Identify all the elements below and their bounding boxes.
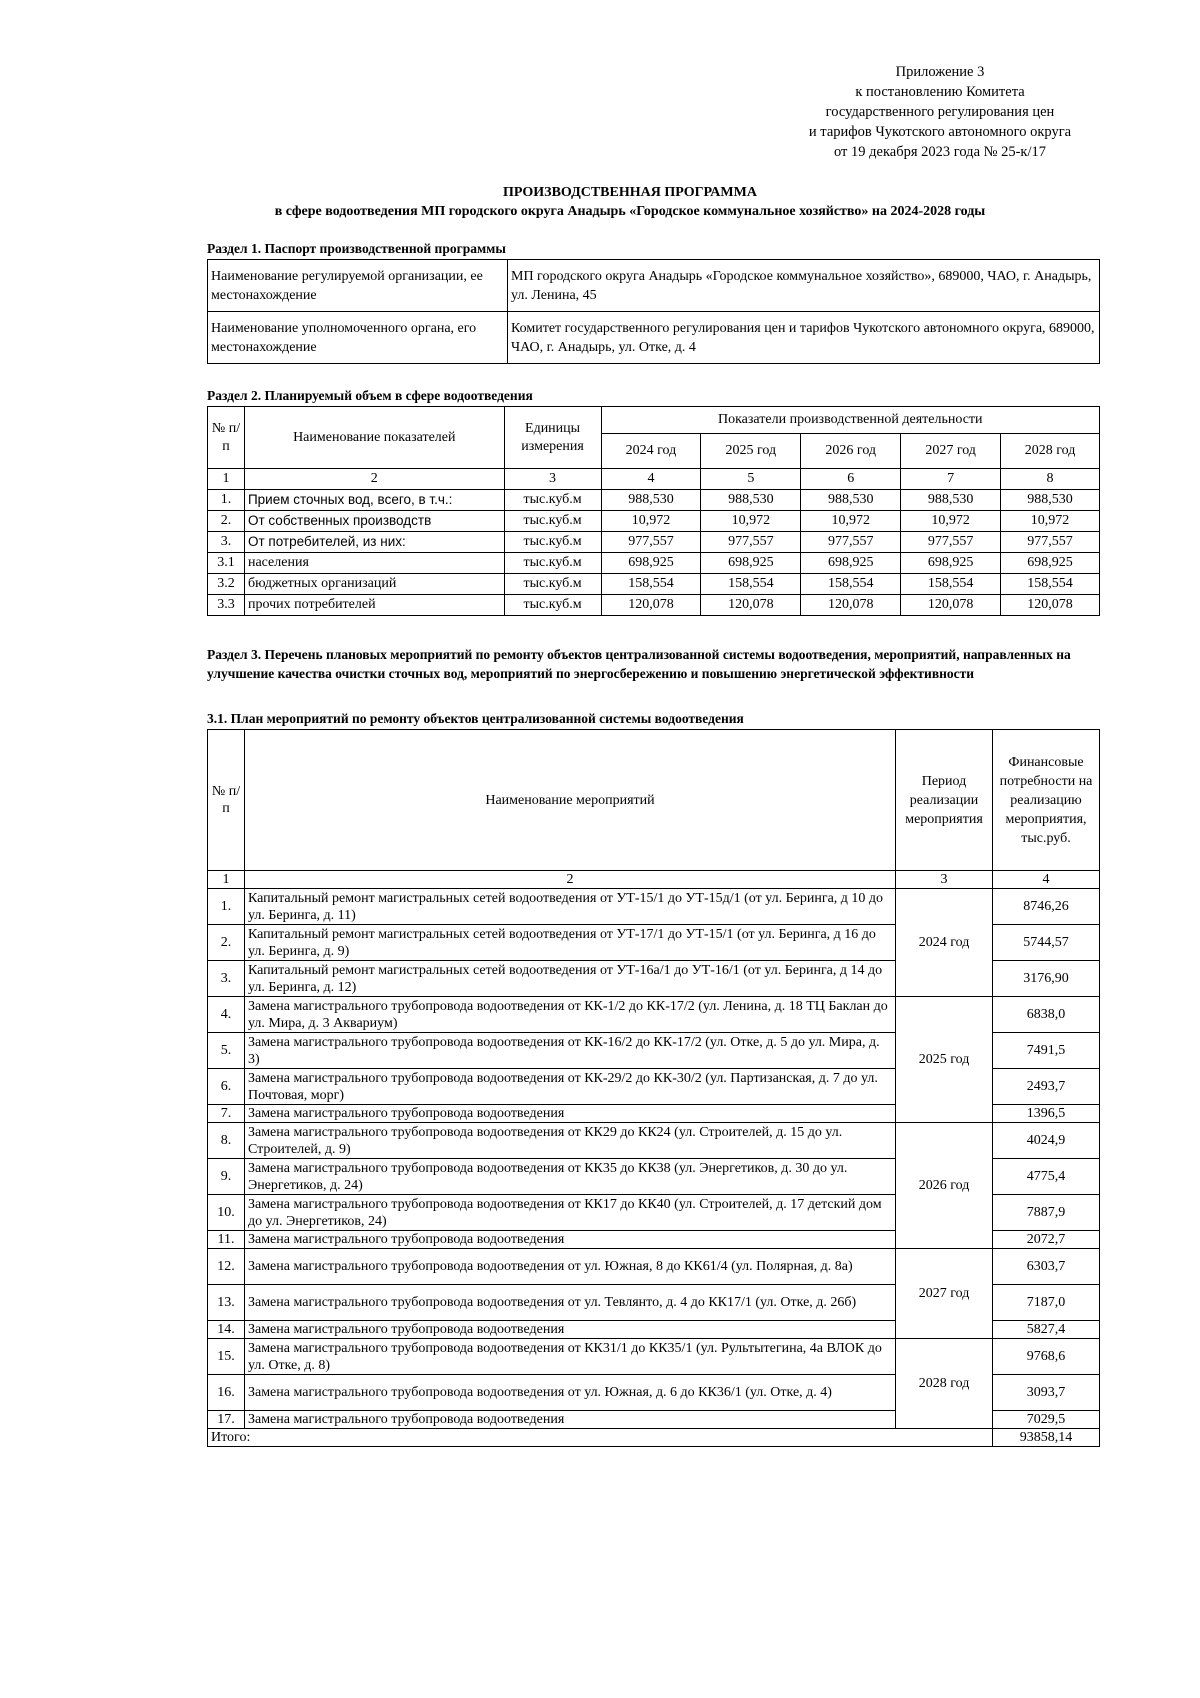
- indicator-name: бюджетных организаций: [244, 574, 504, 595]
- value-cell: 977,557: [701, 532, 801, 553]
- header-year: 2027 год: [901, 434, 1001, 469]
- value-cell: 977,557: [901, 532, 1001, 553]
- amount-cell: 9768,6: [993, 1339, 1100, 1375]
- unit-cell: тыс.куб.м: [504, 532, 601, 553]
- row-num: 3.3: [208, 595, 245, 616]
- appendix-line: от 19 декабря 2023 года № 25-к/17: [834, 144, 1046, 160]
- measure-name: Замена магистрального трубопровода водоотведения от КК31/1 до КК35/1 (ул. Рультытегина, 4а ВЛОК до ул. Отке, д. 8): [244, 1339, 895, 1375]
- unit-cell: тыс.куб.м: [504, 490, 601, 511]
- header-unit: Единицы измерения: [504, 407, 601, 469]
- total-value: 93858,14: [993, 1429, 1100, 1447]
- value-cell: 120,078: [701, 595, 801, 616]
- value-cell: 988,530: [801, 490, 901, 511]
- appendix-block: [780, 62, 1100, 162]
- header-finance: Финансовые потребности на реализацию мероприятия, тыс.руб.: [993, 730, 1100, 871]
- unit-cell: тыс.куб.м: [504, 553, 601, 574]
- value-cell: 988,530: [901, 490, 1001, 511]
- passport-value: МП городского округа Анадырь «Городское коммунальное хозяйство», 689000, ЧАО, г. Анадырь, ул. Ленина, 45: [508, 260, 1100, 312]
- col-number: 1: [208, 871, 245, 889]
- document-title-block: [200, 183, 1060, 221]
- row-num: 9.: [208, 1159, 245, 1195]
- row-num: 11.: [208, 1231, 245, 1249]
- value-cell: 158,554: [701, 574, 801, 595]
- row-num: 3.: [208, 532, 245, 553]
- table-row: [208, 889, 1100, 925]
- row-num: 13.: [208, 1285, 245, 1321]
- measure-name: Замена магистрального трубопровода водоотведения от КК17 до КК40 (ул. Строителей, д. 17 детский дом до ул. Энергетиков, 24): [244, 1195, 895, 1231]
- col-number: 4: [601, 469, 701, 490]
- measure-name: Замена магистрального трубопровода водоотведения: [244, 1321, 895, 1339]
- row-num: 12.: [208, 1249, 245, 1285]
- value-cell: 698,925: [901, 553, 1001, 574]
- row-num: 14.: [208, 1321, 245, 1339]
- section2-title: Раздел 2. Планируемый объем в сфере водоотведения: [207, 388, 533, 403]
- row-num: 2.: [208, 511, 245, 532]
- column-number-row: [208, 469, 1100, 490]
- col-number: 1: [208, 469, 245, 490]
- row-num: 1.: [208, 889, 245, 925]
- appendix-line: Приложение 3: [895, 64, 985, 80]
- header-year: 2026 год: [801, 434, 901, 469]
- passport-label: Наименование уполномоченного органа, его местонахождение: [208, 312, 508, 364]
- col-number: 8: [1001, 469, 1100, 490]
- value-cell: 977,557: [601, 532, 701, 553]
- appendix-line: к постановлению Комитета: [855, 84, 1025, 100]
- value-cell: 158,554: [601, 574, 701, 595]
- document-subtitle: в сфере водоотведения МП городского округа Анадырь «Городское коммунальное хозяйство» на 2024-2028 годы: [274, 204, 986, 219]
- period-cell: 2025 год: [896, 997, 993, 1123]
- table-row: [208, 574, 1100, 595]
- header-year: 2028 год: [1001, 434, 1100, 469]
- value-cell: 977,557: [801, 532, 901, 553]
- amount-cell: 7029,5: [993, 1411, 1100, 1429]
- measure-name: Капитальный ремонт магистральных сетей водоотведения от УТ-15/1 до УТ-15д/1 (от ул. Беринга, д 10 до ул. Беринга, д. 11): [244, 889, 895, 925]
- value-cell: 120,078: [1001, 595, 1100, 616]
- section1-title: Раздел 1. Паспорт производственной программы: [207, 241, 506, 256]
- value-cell: 698,925: [701, 553, 801, 574]
- table-row: [208, 260, 1100, 312]
- indicator-name: От собственных производств: [244, 511, 504, 532]
- appendix-line: государственного регулирования цен: [825, 104, 1055, 120]
- passport-value: Комитет государственного регулирования цен и тарифов Чукотского автономного округа, 689000, ЧАО, г. Анадырь, ул. Отке, д. 4: [508, 312, 1100, 364]
- measure-name: Замена магистрального трубопровода водоотведения от ул. Южная, д. 6 до КК36/1 (ул. Отке, д. 4): [244, 1375, 895, 1411]
- col-number: 2: [244, 469, 504, 490]
- indicator-name: населения: [244, 553, 504, 574]
- measure-name: Замена магистрального трубопровода водоотведения от КК-16/2 до КК-17/2 (ул. Отке, д. 5 до ул. Мира, д. 3): [244, 1033, 895, 1069]
- row-num: 2.: [208, 925, 245, 961]
- col-number: 7: [901, 469, 1001, 490]
- table-row: [208, 1123, 1100, 1159]
- volume-table-body: [208, 490, 1100, 616]
- total-row: [208, 1429, 1100, 1447]
- amount-cell: 7491,5: [993, 1033, 1100, 1069]
- col-number: 2: [244, 871, 895, 889]
- measure-name: Замена магистрального трубопровода водоотведения: [244, 1105, 895, 1123]
- amount-cell: 7887,9: [993, 1195, 1100, 1231]
- row-num: 8.: [208, 1123, 245, 1159]
- table-row: [208, 312, 1100, 364]
- amount-cell: 4775,4: [993, 1159, 1100, 1195]
- value-cell: 698,925: [801, 553, 901, 574]
- indicator-name: прочих потребителей: [244, 595, 504, 616]
- header-group: Показатели производственной деятельности: [601, 407, 1099, 434]
- col-number: 6: [801, 469, 901, 490]
- value-cell: 10,972: [901, 511, 1001, 532]
- amount-cell: 1396,5: [993, 1105, 1100, 1123]
- amount-cell: 7187,0: [993, 1285, 1100, 1321]
- amount-cell: 3176,90: [993, 961, 1100, 997]
- passport-label: Наименование регулируемой организации, ее местонахождение: [208, 260, 508, 312]
- plan-table-body: [208, 889, 1100, 1429]
- table-row: [208, 490, 1100, 511]
- table-row: [208, 595, 1100, 616]
- measure-name: Замена магистрального трубопровода водоотведения от ул. Южная, 8 до КК61/4 (ул. Полярная, д. 8а): [244, 1249, 895, 1285]
- row-num: 4.: [208, 997, 245, 1033]
- table-row: [208, 553, 1100, 574]
- value-cell: 10,972: [1001, 511, 1100, 532]
- measure-name: Замена магистрального трубопровода водоотведения: [244, 1231, 895, 1249]
- table-row: [208, 1339, 1100, 1375]
- value-cell: 977,557: [1001, 532, 1100, 553]
- table-row: [208, 511, 1100, 532]
- measure-name: Замена магистрального трубопровода водоотведения от ул. Тевлянто, д. 4 до КК17/1 (ул. Отке, д. 26б): [244, 1285, 895, 1321]
- header-year: 2024 год: [601, 434, 701, 469]
- column-number-row: [208, 871, 1100, 889]
- measure-name: Замена магистрального трубопровода водоотведения: [244, 1411, 895, 1429]
- col-number: 5: [701, 469, 801, 490]
- value-cell: 120,078: [801, 595, 901, 616]
- header-num: № п/п: [208, 407, 245, 469]
- row-num: 3.1: [208, 553, 245, 574]
- header-num: № п/п: [208, 730, 245, 871]
- amount-cell: 4024,9: [993, 1123, 1100, 1159]
- value-cell: 988,530: [601, 490, 701, 511]
- plan-table: [207, 729, 1100, 1447]
- section3-title: Раздел 3. Перечень плановых мероприятий по ремонту объектов централизованной системы водоотведения, мероприятий, направленных на улучшение качества очистки сточных вод, мероприятий по энергосбережению и повышению энергетической эффективности: [207, 647, 1071, 681]
- measure-name: Капитальный ремонт магистральных сетей водоотведения от УТ-16а/1 до УТ-16/1 (от ул. Беринга, д 14 до ул. Беринга, д. 12): [244, 961, 895, 997]
- value-cell: 158,554: [1001, 574, 1100, 595]
- amount-cell: 6303,7: [993, 1249, 1100, 1285]
- row-num: 7.: [208, 1105, 245, 1123]
- measure-name: Капитальный ремонт магистральных сетей водоотведения от УТ-17/1 до УТ-15/1 (от ул. Беринга, д 16 до ул. Беринга, д. 9): [244, 925, 895, 961]
- header-name: Наименование показателей: [244, 407, 504, 469]
- amount-cell: 2072,7: [993, 1231, 1100, 1249]
- header-period: Период реализации мероприятия: [896, 730, 993, 871]
- header-name: Наименование мероприятий: [244, 730, 895, 871]
- value-cell: 10,972: [701, 511, 801, 532]
- value-cell: 698,925: [601, 553, 701, 574]
- passport-table: [207, 259, 1100, 364]
- row-num: 15.: [208, 1339, 245, 1375]
- row-num: 3.2: [208, 574, 245, 595]
- indicator-name: От потребителей, из них:: [244, 532, 504, 553]
- amount-cell: 2493,7: [993, 1069, 1100, 1105]
- value-cell: 988,530: [1001, 490, 1100, 511]
- row-num: 3.: [208, 961, 245, 997]
- col-number: 4: [993, 871, 1100, 889]
- table-header-row: [208, 407, 1100, 434]
- indicator-name: Прием сточных вод, всего, в т.ч.:: [244, 490, 504, 511]
- value-cell: 120,078: [601, 595, 701, 616]
- value-cell: 698,925: [1001, 553, 1100, 574]
- row-num: 16.: [208, 1375, 245, 1411]
- table-row: [208, 1249, 1100, 1285]
- unit-cell: тыс.куб.м: [504, 511, 601, 532]
- period-cell: 2026 год: [896, 1123, 993, 1249]
- unit-cell: тыс.куб.м: [504, 595, 601, 616]
- period-cell: 2027 год: [896, 1249, 993, 1339]
- row-num: 17.: [208, 1411, 245, 1429]
- row-num: 5.: [208, 1033, 245, 1069]
- period-cell: 2024 год: [896, 889, 993, 997]
- value-cell: 158,554: [801, 574, 901, 595]
- section3-subtitle: 3.1. План мероприятий по ремонту объектов централизованной системы водоотведения: [207, 711, 744, 726]
- value-cell: 10,972: [601, 511, 701, 532]
- total-label: Итого:: [208, 1429, 993, 1447]
- measure-name: Замена магистрального трубопровода водоотведения от КК35 до КК38 (ул. Энергетиков, д. 30 до ул. Энергетиков, д. 24): [244, 1159, 895, 1195]
- value-cell: 988,530: [701, 490, 801, 511]
- row-num: 1.: [208, 490, 245, 511]
- amount-cell: 5744,57: [993, 925, 1100, 961]
- volume-table: [207, 406, 1100, 616]
- table-header-row: [208, 730, 1100, 871]
- amount-cell: 8746,26: [993, 889, 1100, 925]
- document-title: ПРОИЗВОДСТВЕННАЯ ПРОГРАММА: [503, 185, 757, 200]
- value-cell: 158,554: [901, 574, 1001, 595]
- table-row: [208, 997, 1100, 1033]
- value-cell: 120,078: [901, 595, 1001, 616]
- row-num: 6.: [208, 1069, 245, 1105]
- col-number: 3: [896, 871, 993, 889]
- appendix-line: и тарифов Чукотского автономного округа: [808, 124, 1072, 140]
- measure-name: Замена магистрального трубопровода водоотведения от КК-1/2 до КК-17/2 (ул. Ленина, д. 18 ТЦ Баклан до ул. Мира, д. 3 Аквариум): [244, 997, 895, 1033]
- row-num: 10.: [208, 1195, 245, 1231]
- value-cell: 10,972: [801, 511, 901, 532]
- period-cell: 2028 год: [896, 1339, 993, 1429]
- measure-name: Замена магистрального трубопровода водоотведения от КК29 до КК24 (ул. Строителей, д. 15 до ул. Строителей, д. 9): [244, 1123, 895, 1159]
- table-row: [208, 532, 1100, 553]
- col-number: 3: [504, 469, 601, 490]
- amount-cell: 5827,4: [993, 1321, 1100, 1339]
- measure-name: Замена магистрального трубопровода водоотведения от КК-29/2 до КК-30/2 (ул. Партизанская, д. 7 до ул. Почтовая, морг): [244, 1069, 895, 1105]
- header-year: 2025 год: [701, 434, 801, 469]
- amount-cell: 3093,7: [993, 1375, 1100, 1411]
- unit-cell: тыс.куб.м: [504, 574, 601, 595]
- amount-cell: 6838,0: [993, 997, 1100, 1033]
